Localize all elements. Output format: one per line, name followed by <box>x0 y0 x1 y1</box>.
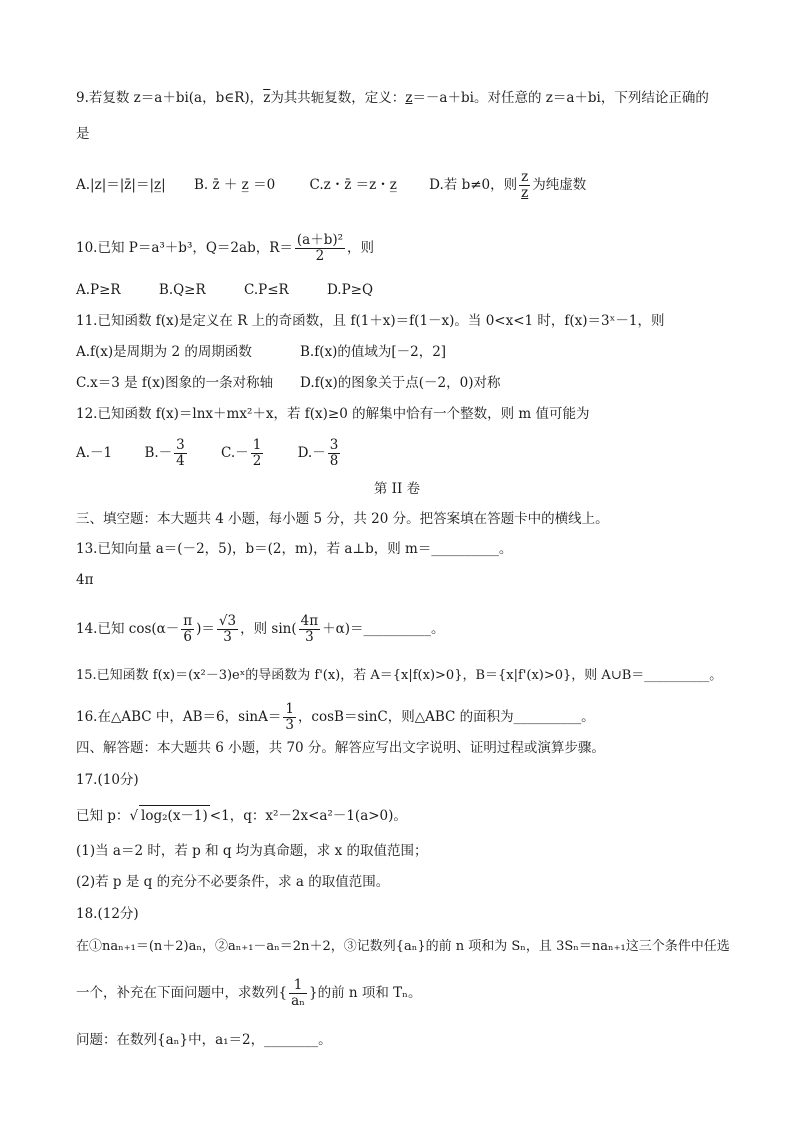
q17-line1 <box>76 805 407 826</box>
q14-fraction-2 <box>217 614 238 645</box>
q9-option-d-post: 为纯虚数 <box>532 177 587 193</box>
q9-conjugate-symbol: $\overline{z}$ <box>263 90 271 106</box>
q12-option-b-pre: B.－ <box>144 445 173 461</box>
q18-head: 18.(12分) <box>76 906 139 922</box>
q16-fraction <box>283 702 296 733</box>
q9-option-d-numerator: z <box>521 169 529 185</box>
q12-option-c-num: 1 <box>252 437 262 453</box>
q17-head: 17.(10分) <box>76 772 139 788</box>
q10-option-a: A.P≥R <box>76 282 121 298</box>
q18-line1: 在①naₙ₊₁＝(n＋2)aₙ，②aₙ₊₁－aₙ＝2n＋2，③记数列{aₙ}的前 n 项和为 Sₙ，且 3Sₙ＝naₙ₊₁这三个条件中任选 <box>76 939 730 954</box>
q9-option-a: A.|z|＝|z̄|＝|z̲| <box>76 177 166 193</box>
sqrt-icon: √ <box>129 808 139 824</box>
q18-fraction-num: 1 <box>289 978 307 994</box>
q16-fraction-den: 3 <box>285 717 294 733</box>
q17-line1-post: <1，q：x²－2x<a²－1(a>0)。 <box>209 808 407 824</box>
q14-mid2: ，则 sin( <box>240 621 297 637</box>
q10-fraction <box>295 233 345 264</box>
q12-option-c-den: 2 <box>252 453 262 469</box>
q11-stem: 11.已知函数 f(x)是定义在 R 上的奇函数，且 f(1＋x)＝f(1－x)。当 0<x<1 时，f(x)＝3ˣ－1，则 <box>76 313 665 329</box>
q9-option-d-pre: D.若 b≠0，则 <box>429 177 518 193</box>
q14-fraction-2-num: √3 <box>218 613 237 629</box>
q16-fraction-num: 1 <box>285 701 294 717</box>
q15: 15.已知函数 f(x)＝(x²－3)eˣ的导函数为 f'(x)，若 A＝{x|f(x)>0}，B＝{x|f'(x)>0}，则 A∪B＝__________。 <box>76 668 723 683</box>
q17-item1: (1)当 a＝2 时，若 p 和 q 均为真命题，求 x 的取值范围； <box>76 843 428 859</box>
q14-fraction-3-den: 3 <box>305 629 314 645</box>
stray-text: 4π <box>76 572 94 588</box>
q10-stem <box>76 233 374 264</box>
q17-line1-pre: 已知 p： <box>76 808 130 824</box>
q11-option-d: D.f(x)的图象关于点(－2，0)对称 <box>300 375 501 391</box>
q12-option-d-den: 8 <box>329 453 339 469</box>
q9-option-d-fraction <box>519 170 530 201</box>
q10-fraction-den: 2 <box>315 248 325 264</box>
q12-option-b-fraction <box>174 438 187 469</box>
q18-line3: 问题：在数列{aₙ}中，a₁＝2，________。 <box>76 1032 332 1048</box>
q12-option-c-fraction <box>251 438 264 469</box>
q17-item2: (2)若 p 是 q 的充分不必要条件，求 a 的取值范围。 <box>76 874 390 890</box>
q9-defined-symbol: z <box>405 90 413 106</box>
q12-option-d-pre: D.－ <box>297 445 326 461</box>
q18-line2-post: }的前 n 项和 Tₙ。 <box>308 985 422 1001</box>
q14-fraction-1 <box>181 614 194 645</box>
q10-fraction-num: (a＋b)² <box>296 232 344 248</box>
q12-option-c-pre: C.－ <box>221 445 249 461</box>
q12-option-b-num: 3 <box>176 437 185 453</box>
q16 <box>76 702 595 733</box>
q11-options-row1 <box>76 342 446 362</box>
q9-options <box>76 170 586 201</box>
q18-line2 <box>76 978 422 1009</box>
q11-option-c: C.x＝3 是 f(x)图象的一条对称轴 <box>76 375 274 391</box>
q9-stem <box>76 88 709 108</box>
q10-option-d: D.P≥Q <box>326 282 374 298</box>
q11-options-row2 <box>76 373 501 393</box>
q14-post: ＋α)＝__________。 <box>322 621 445 637</box>
q9-stem-part1: 9.若复数 z＝a＋bi(a，b∈R)， <box>76 90 264 106</box>
q16-pre: 16.在△ABC 中，AB＝6，sinA＝ <box>76 709 282 725</box>
q12-option-d-fraction <box>328 438 341 469</box>
q14-fraction-3 <box>299 614 320 645</box>
q14-fraction-3-num: 4π <box>300 613 319 629</box>
section4-heading: 四、解答题：本大题共 6 小题，共 70 分。解答应写出文字说明、证明过程或演算步骤。 <box>76 740 605 756</box>
q14-fraction-2-den: 3 <box>223 629 232 645</box>
q9-option-c: C.z・z̄ ＝z・z̲ <box>309 177 397 193</box>
q14-fraction-1-den: 6 <box>183 629 192 645</box>
q14-pre: 14.已知 cos(α－ <box>76 621 180 637</box>
q14-mid1: )＝ <box>196 621 215 637</box>
q18-fraction <box>289 978 307 1009</box>
q16-post: ，cosB＝sinC，则△ABC 的面积为__________。 <box>297 709 595 725</box>
q9-stem-cont: 是 <box>76 126 90 142</box>
q11-option-b: B.f(x)的值域为[－2，2] <box>300 344 447 360</box>
q13: 13.已知向量 a＝(－2，5)，b＝(2，m)，若 a⊥b，则 m＝__________。 <box>76 541 513 557</box>
q10-stem-pre: 10.已知 P＝a³＋b³，Q＝2ab，R＝ <box>76 240 293 256</box>
q12-option-b-den: 4 <box>176 453 185 469</box>
q12-option-a: A.－1 <box>76 445 113 461</box>
q10-options <box>76 280 373 300</box>
q12-stem: 12.已知函数 f(x)＝lnx＋mx²＋x，若 f(x)≥0 的解集中恰有一个整数，则 m 值可能为 <box>76 406 590 422</box>
q9-option-d-denominator: z <box>521 185 529 201</box>
q9-stem-part2: 为其共轭复数，定义： <box>270 90 406 106</box>
q18-line2-pre: 一个，补充在下面问题中，求数列{ <box>76 985 288 1001</box>
q12-option-d-num: 3 <box>329 437 339 453</box>
q10-stem-post: ，则 <box>347 240 375 256</box>
part2-title: 第 II 卷 <box>373 481 421 497</box>
q12-options <box>76 438 342 469</box>
q14-fraction-1-num: π <box>183 613 193 629</box>
q17-radicand: log₂(x－1) <box>139 805 210 826</box>
q9-option-b: B. z̄ ＋ z̲ ＝0 <box>193 177 276 193</box>
q14 <box>76 614 444 645</box>
q10-option-b: B.Q≥R <box>158 282 206 298</box>
q18-fraction-den: aₙ <box>291 993 305 1009</box>
q9-stem-part3: ＝－a＋bi。对任意的 z＝a＋bi，下列结论正确的 <box>412 90 709 106</box>
q10-option-c: C.P≤R <box>243 282 289 298</box>
section3-heading: 三、填空题：本大题共 4 小题，每小题 5 分，共 20 分。把答案填在答题卡中的横线上。 <box>76 511 609 527</box>
q11-option-a: A.f(x)是周期为 2 的周期函数 <box>76 344 252 360</box>
